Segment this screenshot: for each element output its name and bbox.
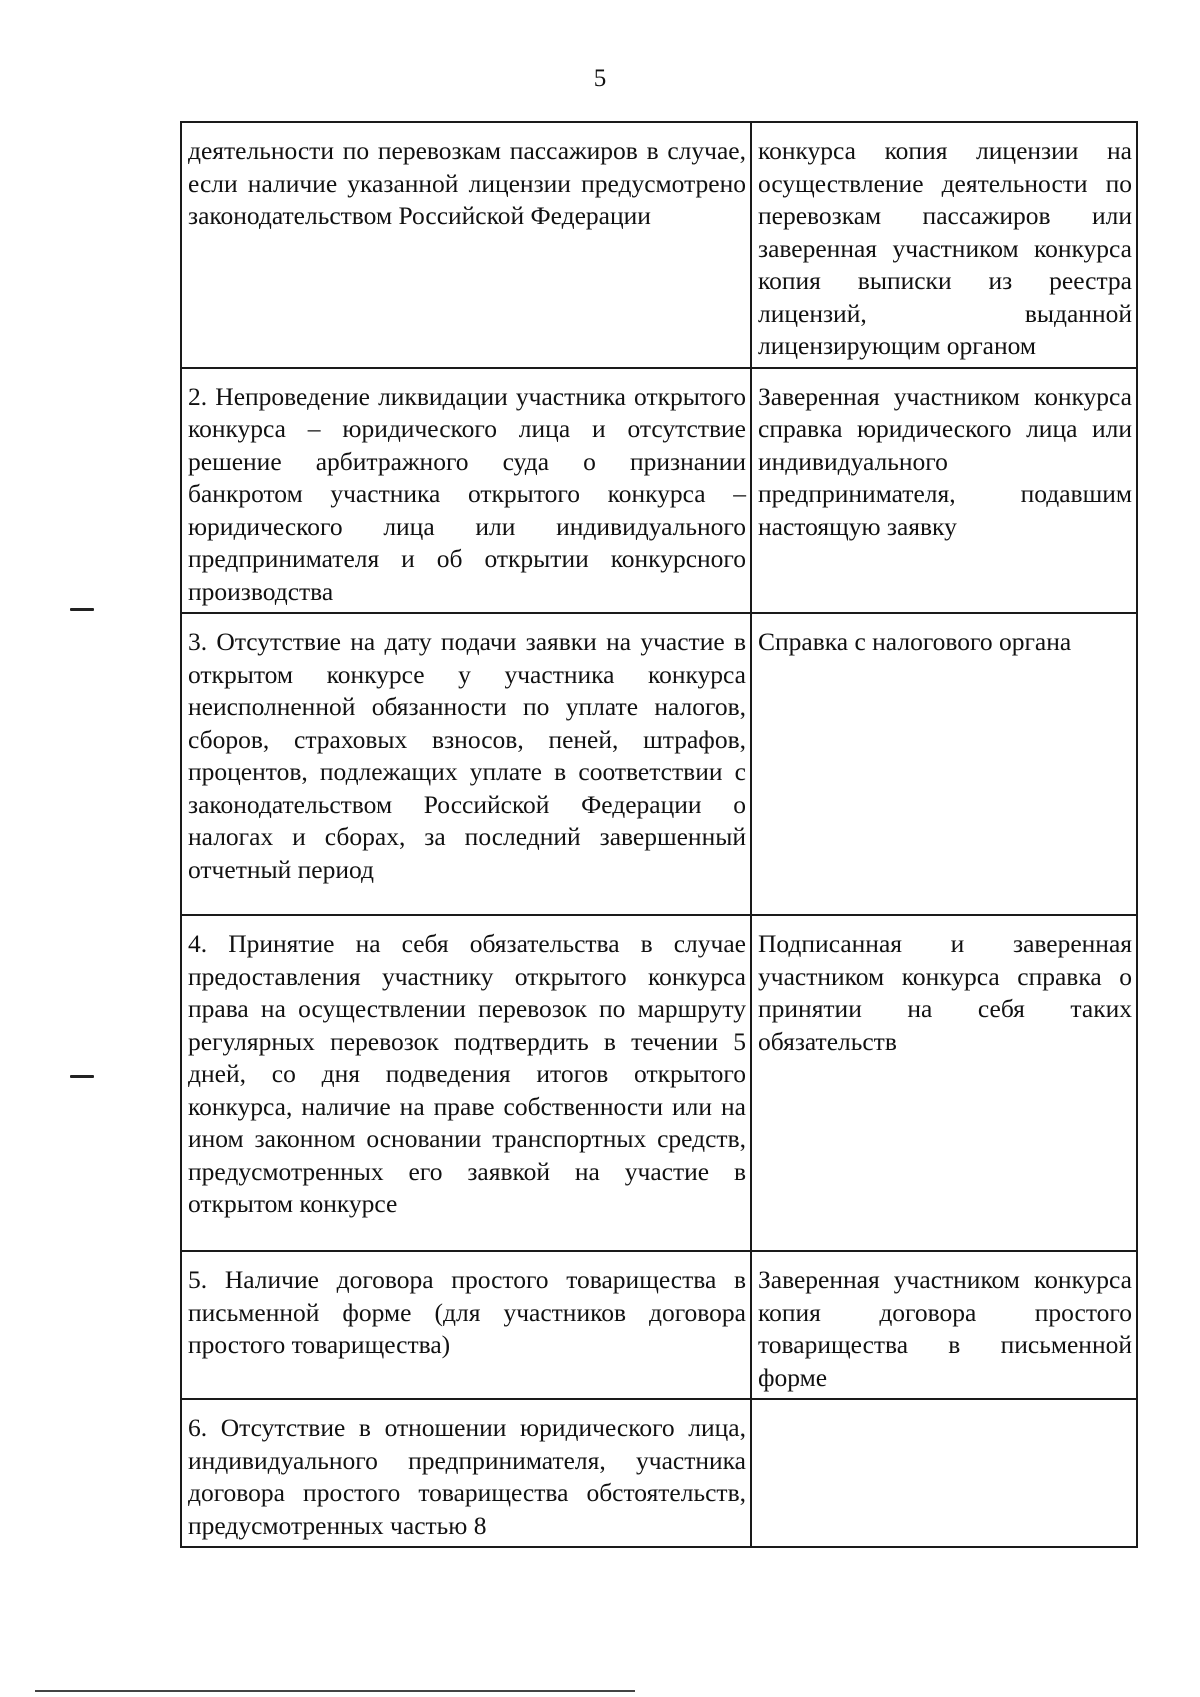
bottom-scan-rule [35,1690,635,1692]
document-cell [751,1399,1137,1547]
requirement-cell: 3. Отсутствие на дату подачи заявки на участие в открытом конкурсе у участника конкурса неисполненной обязанности по уплате налогов, сборов, страховых взносов, пеней, штрафов, процентов, подлежащих уплате в соответствии с законодательством Российской Федерации о налогах и сборах, за последний завершенный отчетный период [181,613,751,915]
table-row [181,613,1137,915]
requirement-cell: 2. Непроведение ликвидации участника открытого конкурса – юридического лица и отсутствие решение арбитражного суда о признании банкротом участника открытого конкурса – юридического лица или индивидуального предпринимателя и об открытии конкурсного производства [181,368,751,614]
table-row [181,1399,1137,1547]
table-row [181,1251,1137,1399]
scan-margin-mark [70,608,94,611]
requirement-cell: 4. Принятие на себя обязательства в случае предоставления участнику открытого конкурса права на осуществлении перевозок по маршруту регулярных перевозок подтвердить в течении 5 дней, со дня подведения итогов открытого конкурса, наличие на праве собственности или на ином законном основании транспортных средств, предусмотренных его заявкой на участие в открытом конкурсе [181,915,751,1251]
document-cell: Справка с налогового органа [751,613,1137,915]
document-cell: конкурса копия лицензии на осуществление деятельности по перевозкам пассажиров или заверенная участником конкурса копия выписки из реестра лицензий, выданной лицензирующим органом [751,122,1137,368]
scan-margin-mark [70,1075,94,1078]
requirement-cell: 6. Отсутствие в отношении юридического лица, индивидуального предпринимателя, участника договора простого товарищества обстоятельств, предусмотренных частью 8 [181,1399,751,1547]
page-number: 5 [593,65,607,92]
table-row [181,915,1137,1251]
document-cell: Подписанная и заверенная участником конкурса справка о принятии на себя таких обязательств [751,915,1137,1251]
requirements-table [180,121,1138,1548]
document-cell: Заверенная участником конкурса копия договора простого товарищества в письменной форме [751,1251,1137,1399]
table-row [181,122,1137,368]
table-row [181,368,1137,614]
document-cell: Заверенная участником конкурса справка юридического лица или индивидуального предпринимателя, подавшим настоящую заявку [751,368,1137,614]
requirement-cell: деятельности по перевозкам пассажиров в случае, если наличие указанной лицензии предусмотрено законодательством Российской Федерации [181,122,751,368]
requirement-cell: 5. Наличие договора простого товарищества в письменной форме (для участников договора простого товарищества) [181,1251,751,1399]
